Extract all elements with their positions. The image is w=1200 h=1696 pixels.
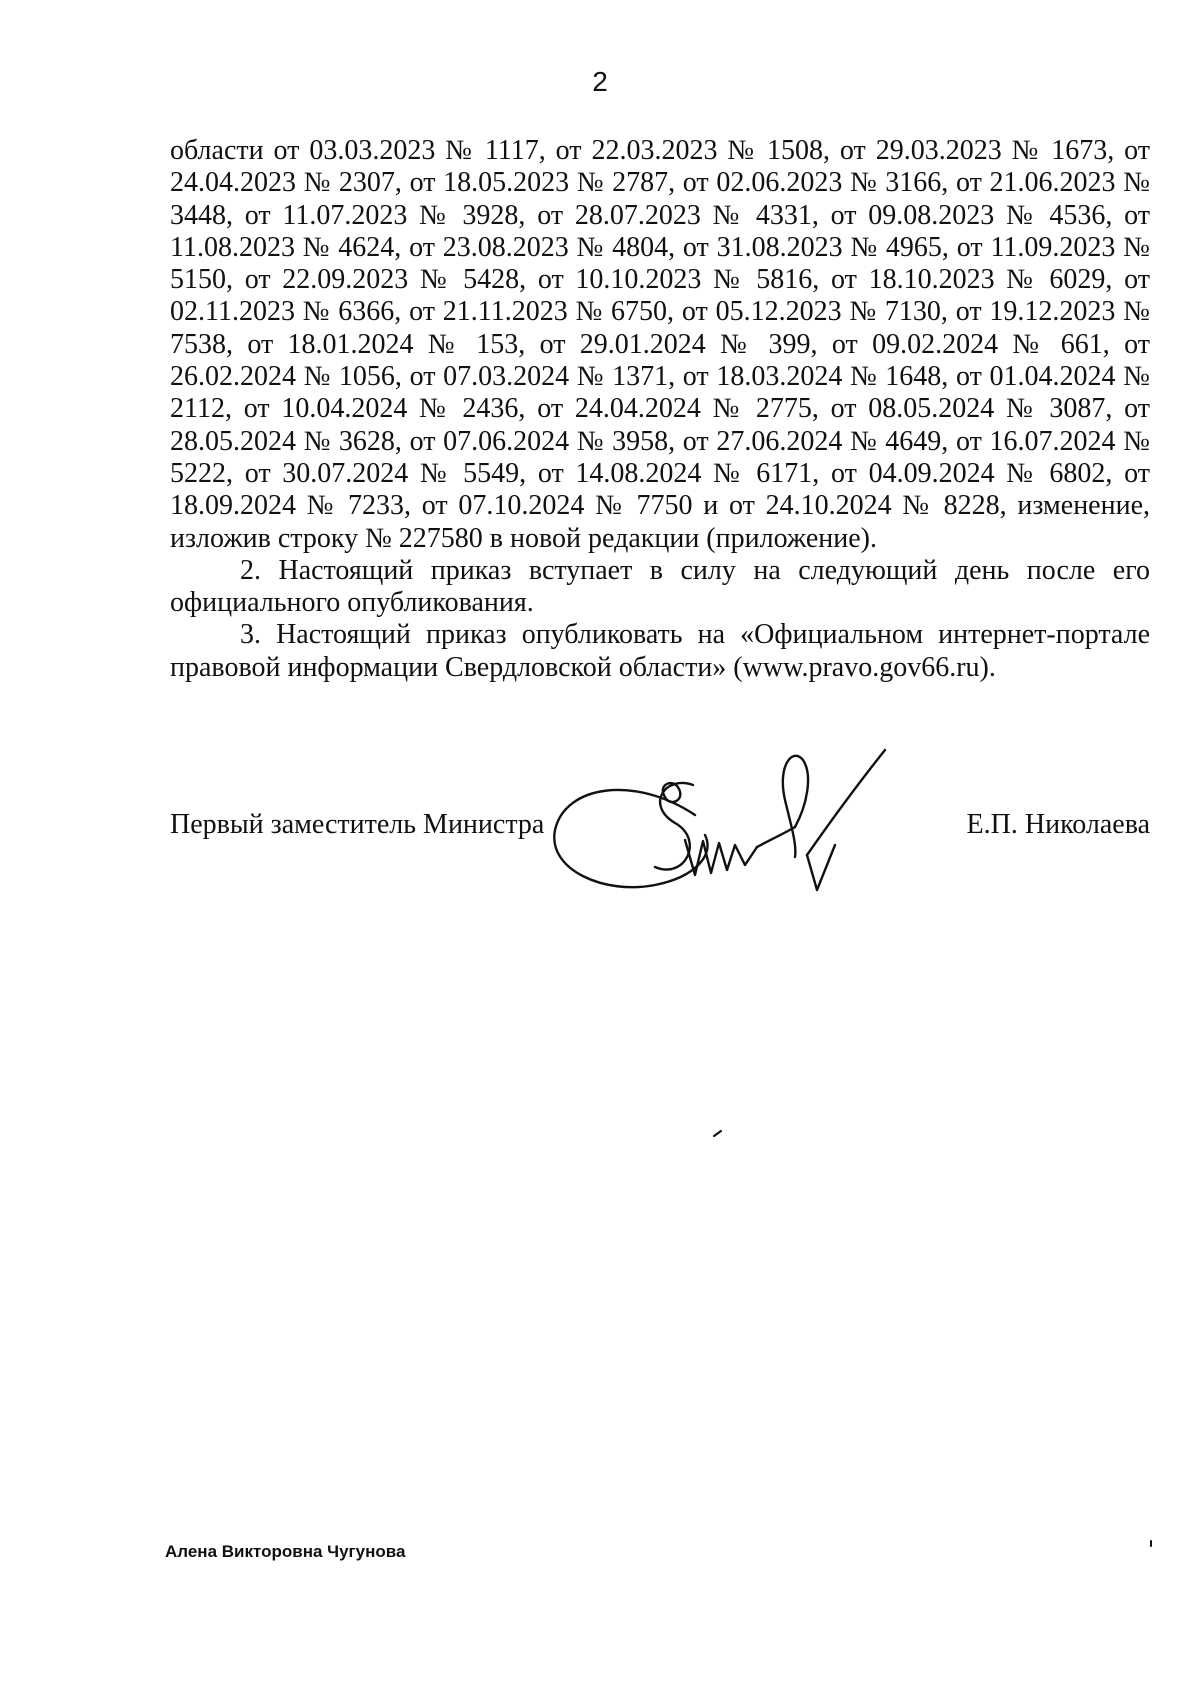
document-body (170, 135, 1150, 684)
paragraph-amendment-list: области от 03.03.2023 № 1117, от 22.03.2023 № 1508, от 29.03.2023 № 1673, от 24.04.2023 № 2307, от 18.05.2023 № 2787, от 02.06.2023 № 3166, от 21.06.2023 № 3448, от 11.07.2023 № 3928, от 28.07.2023 № 4331, от 09.08.2023 № 4536, от 11.08.2023 № 4624, от 23.08.2023 № 4804, от 31.08.2023 № 4965, от 11.09.2023 № 5150, от 22.09.2023 № 5428, от 10.10.2023 № 5816, от 18.10.2023 № 6029, от 02.11.2023 № 6366, от 21.11.2023 № 6750, от 05.12.2023 № 7130, от 19.12.2023 № 7538, от 18.01.2024 № 153, от 29.01.2024 № 399, от 09.02.2024 № 661, от 26.02.2024 № 1056, от 07.03.2024 № 1371, от 18.03.2024 № 1648, от 01.04.2024 № 2112, от 10.04.2024 № 2436, от 24.04.2024 № 2775, от 08.05.2024 № 3087, от 28.05.2024 № 3628, от 07.06.2024 № 3958, от 27.06.2024 № 4649, от 16.07.2024 № 5222, от 30.07.2024 № 5549, от 14.08.2024 № 6171, от 04.09.2024 № 6802, от 18.09.2024 № 7233, от 07.10.2024 № 7750 и от 24.10.2024 № 8228, изменение, изложив строку № 227580 в новой редакции (приложение). (170, 135, 1150, 554)
paragraph-publication: 3. Настоящий приказ опубликовать на «Официальном интернет-портале правовой информации Свердловской области» (www.pravo.gov66.ru). (170, 619, 1150, 683)
scan-speck-right (1148, 1540, 1154, 1548)
handwritten-signature (545, 745, 905, 910)
signer-name: Е.П. Николаева (966, 809, 1150, 840)
scan-speck-center (712, 1128, 724, 1138)
paragraph-effective-date: 2. Настоящий приказ вступает в силу на следующий день после его официального опубликования. (170, 554, 1150, 619)
signer-title: Первый заместитель Министра (170, 809, 545, 840)
page-number: 2 (592, 66, 608, 97)
executor-name: Алена Викторовна Чугунова (165, 1542, 406, 1561)
